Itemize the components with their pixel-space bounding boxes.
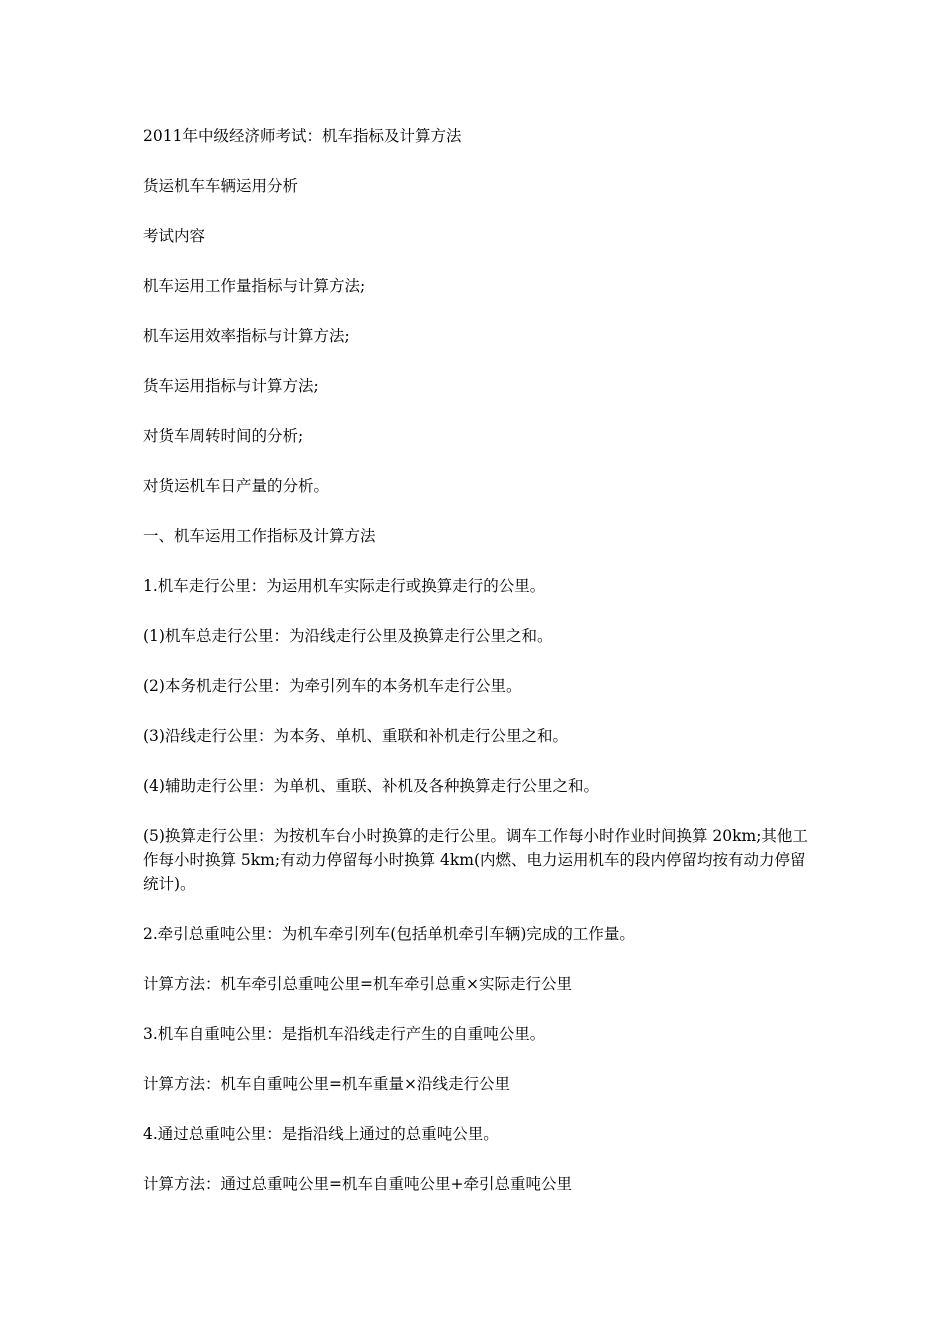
- paragraph: (1)机车总走行公里：为沿线走行公里及换算走行公里之和。: [143, 627, 553, 645]
- paragraph: 1.机车走行公里：为运用机车实际走行或换算走行的公里。: [143, 577, 546, 595]
- formula-paragraph: 计算方法：通过总重吨公里=机车自重吨公里+牵引总重吨公里: [143, 1175, 572, 1193]
- section-heading: 一、机车运用工作指标及计算方法: [143, 527, 376, 545]
- paragraph: 4.通过总重吨公里：是指沿线上通过的总重吨公里。: [143, 1125, 499, 1143]
- paragraph: (5)换算走行公里：为按机车台小时换算的走行公里。调车工作每小时作业时间换算 20km;其他工作每小时换算 5km;有动力停留每小时换算 4km(内燃、电力运用机车的段内停留均按有动力停留统计)。: [143, 827, 808, 893]
- paragraph: (2)本务机走行公里：为牵引列车的本务机车走行公里。: [143, 677, 522, 695]
- paragraph: 机车运用效率指标与计算方法;: [143, 327, 350, 345]
- formula-paragraph: 计算方法：机车自重吨公里=机车重量×沿线走行公里: [143, 1075, 510, 1093]
- formula-paragraph: 计算方法：机车牵引总重吨公里=机车牵引总重×实际走行公里: [143, 975, 572, 993]
- paragraph: 货车运用指标与计算方法;: [143, 377, 319, 395]
- paragraph: 机车运用工作量指标与计算方法;: [143, 277, 366, 295]
- document-title: 2011年中级经济师考试：机车指标及计算方法: [143, 127, 462, 145]
- paragraph: 3.机车自重吨公里：是指机车沿线走行产生的自重吨公里。: [143, 1025, 546, 1043]
- paragraph: 对货车周转时间的分析;: [143, 427, 304, 445]
- paragraph: (4)辅助走行公里：为单机、重联、补机及各种换算走行公里之和。: [143, 777, 599, 795]
- paragraph: 对货运机车日产量的分析。: [143, 477, 330, 495]
- paragraph: 考试内容: [143, 227, 206, 245]
- paragraph: 货运机车车辆运用分析: [143, 177, 299, 195]
- document-body: [143, 124, 813, 1222]
- paragraph: (3)沿线走行公里：为本务、单机、重联和补机走行公里之和。: [143, 727, 568, 745]
- paragraph: 2.牵引总重吨公里：为机车牵引列车(包括单机牵引车辆)完成的工作量。: [143, 925, 635, 943]
